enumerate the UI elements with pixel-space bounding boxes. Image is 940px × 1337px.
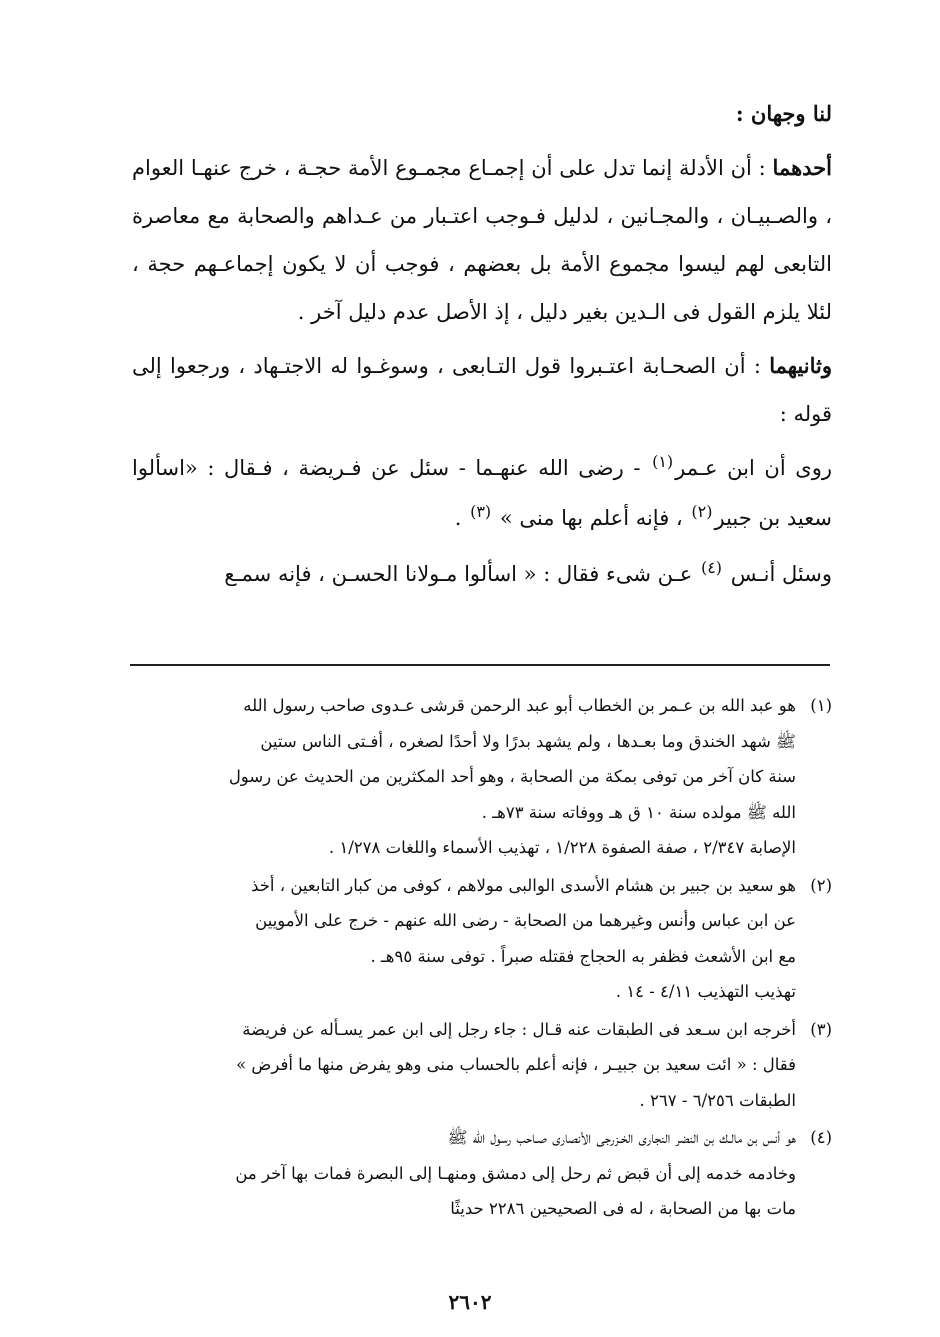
- footnote-line: الإصابة ٢/٣٤٧ ، صفة الصفوة ١/٢٢٨ ، تهذيب الأسماء واللغات ١/٢٧٨ .: [328, 838, 796, 857]
- footnote-number: (٤): [810, 1128, 832, 1147]
- footnote-line: ﷺ شهد الخندق وما بعـدها ، ولم يشهد بدرًا ولا أحدًا لصغره ، أفـتى الناس ستين: [260, 731, 796, 751]
- footnote-line: سنة كان آخر من توفى بمكة من الصحابة ، وهو أحد المكثرين من الحديث عن رسول: [228, 767, 796, 786]
- footnote-line: تهذيب التهذيب ٤/١١ - ١٤ .: [615, 982, 796, 1001]
- footnote-1: [132, 688, 832, 866]
- ibn-umar-text-c: ، فإنه أعلم بها منى »: [499, 506, 683, 530]
- ibn-umar-text-a: روى أن ابن عـمر: [675, 456, 832, 480]
- section-heading: لنا وجهان :: [735, 101, 832, 126]
- footnote-line: فقال : « ائت سعيد بن جبيـر ، فإنه أعلم بالحساب منى وهو يفرض منها ما أفرض »: [236, 1055, 796, 1074]
- page-number: ٢٦٠٢: [448, 1290, 492, 1314]
- footnote-line: وخادمه خدمه إلى أن قبض ثم رحل إلى دمشق ومنهـا إلى البصرة فمات بها آخر من: [235, 1163, 796, 1183]
- footnote-4: [132, 1120, 832, 1227]
- ibn-umar-text-d: .: [454, 506, 462, 530]
- footnote-line: مع ابن الأشعث فظفر به الحجاج فقتله صبراً . توفى سنة ٩٥هـ .: [370, 946, 796, 966]
- footnote-line: عن ابن عباس وأنس وغيرهما من الصحابة - رضى الله عنهم - خرج على الأمويين: [255, 911, 796, 930]
- footnote-line: الطبقات ٦/٢٥٦ - ٢٦٧ .: [639, 1090, 796, 1110]
- paragraph-first-argument: [132, 144, 832, 336]
- paragraph-second-argument: [132, 342, 832, 438]
- footnote-ref-4[interactable]: (٤): [700, 558, 723, 577]
- second-argument-label: وثانيهما: [769, 353, 832, 378]
- footnote-number: (٣): [810, 1019, 832, 1039]
- footnote-ref-3[interactable]: (٣): [470, 502, 492, 521]
- footnotes: [132, 688, 832, 1229]
- second-argument-text: : أن الصحـابة اعتـبروا قول التـابعى ، وسوغـوا له الاجتـهاد ، ورجعوا إلى قوله :: [132, 354, 832, 426]
- anas-text-a: وسئل أنـس: [730, 562, 832, 586]
- paragraph-anas: [132, 550, 832, 600]
- footnote-number: (١): [810, 696, 832, 715]
- first-argument-label: أحدهما: [772, 155, 832, 180]
- footnote-line: هو أنس بن مالـك بن النضر النجارى الخـزرجى الأنصارى صـاحب رسول الله ﷺ: [447, 1128, 796, 1147]
- footnote-number: (٢): [810, 875, 832, 895]
- footnote-line: هو سعيد بن جبير بن هشام الأسدى الوالبى مولاهم ، كوفى من كبار التابعين ، أخذ: [251, 875, 796, 895]
- footnote-2: [132, 868, 832, 1010]
- footnote-ref-2[interactable]: (٢): [691, 502, 713, 521]
- ibn-umar-text-b: - رضى الله عنهـما - سئل عن فـريضة ، فـقال : «اسألوا سعيد بن جبير: [132, 456, 832, 530]
- first-argument-text: : أن الأدلة إنما تدل على أن إجمـاع مجمـوع الأمة حجـة ، خرج عنهـا العوام ، والصـبيـان ، والمجـانين ، لدليل فـوجب اعتـبار من عـداهم والصحابة مع معاصرة التابعى لهم ليسوا مجموع الأمة بل بعضهم ، فوجب أن لا يكون إجماعـهم حجة ، لئلا يلزم القول فى الـدين بغير دليل ، إذ الأصل عدم دليل آخر .: [132, 156, 832, 324]
- main-text: [132, 90, 832, 600]
- footnote-line: الله ﷺ مولده سنة ١٠ ق هـ ووفاته سنة ٧٣هـ .: [481, 802, 796, 822]
- paragraph-ibn-umar: [132, 444, 832, 544]
- footnote-line: مات بها من الصحابة ، له فى الصحيحين ٢٢٨٦ حديثًا: [450, 1199, 796, 1218]
- anas-text-b: عـن شىء فقال : « اسألوا مـولانا الحسـن ، فإنه سمـع: [224, 562, 693, 586]
- footnote-3: [132, 1012, 832, 1119]
- footnote-line: هو عبد الله بن عـمر بن الخطاب أبو عبد الرحمن قرشى عـدوى صاحب رسول الله: [243, 696, 796, 715]
- footnote-divider: [130, 664, 830, 666]
- footnote-ref-1[interactable]: (١): [652, 452, 674, 471]
- footnote-line: أخرجه ابن سـعد فى الطبقات عنه قـال : جاء رجل إلى ابن عمر يسـأله عن فريضة: [242, 1019, 796, 1039]
